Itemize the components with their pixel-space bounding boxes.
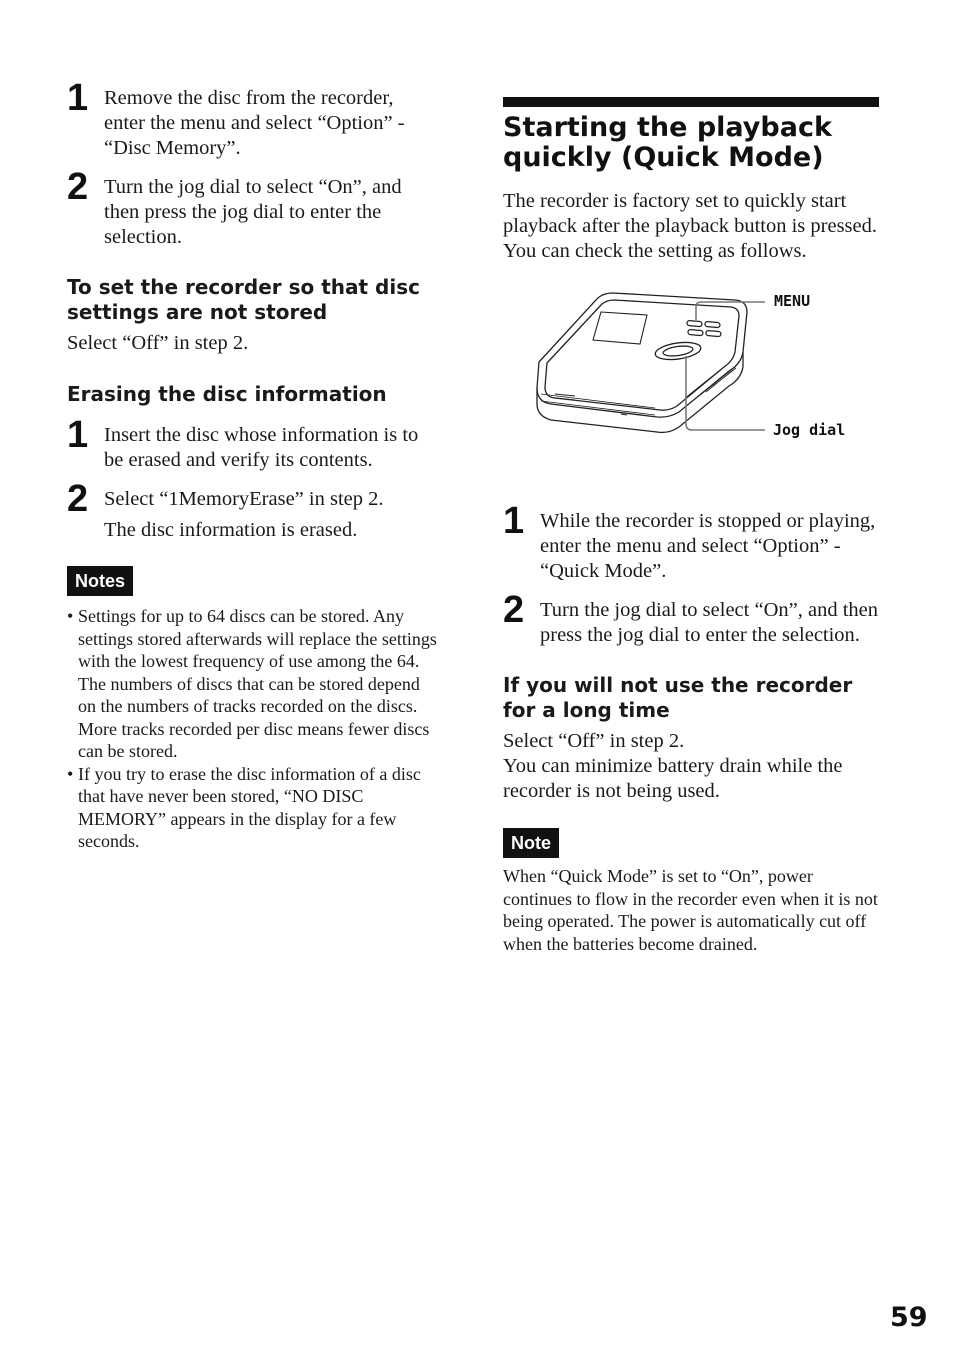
note-text: If you try to erase the disc information of a disc that have never been stored, “NO DISC MEMORY” appears in the display for a few seconds. bbox=[78, 763, 421, 851]
intro-text-2: You can check the setting as follows. bbox=[503, 240, 807, 262]
step-number: 2 bbox=[503, 589, 525, 631]
title-line-1: Starting the playback bbox=[503, 112, 832, 143]
note-text: Settings for up to 64 discs can be stored. Any settings stored afterwards will replace the settings with the lowest frequency of use among the 64. The numbers of discs that can be stored depend on the numbers of tracks recorded on the discs. More tracks recorded per disc means fewer discs can be stored. bbox=[78, 606, 437, 761]
step-2-erase bbox=[67, 478, 439, 543]
step-text: Turn the jog dial to select “On”, and then press the jog dial to enter the selection. bbox=[540, 599, 878, 646]
intro-text-1: The recorder is factory set to quickly start playback after the playback button is pressed. bbox=[503, 190, 877, 237]
step-1-quick-mode bbox=[503, 500, 879, 584]
step-text: Remove the disc from the recorder, enter the menu and select “Option” - “Disc Memory”. bbox=[104, 87, 405, 159]
step-number: 2 bbox=[67, 478, 89, 520]
recorder-figure bbox=[503, 264, 879, 504]
notes-section bbox=[67, 566, 439, 853]
step-text: Select “1MemoryErase” in step 2. bbox=[104, 488, 384, 510]
right-column bbox=[503, 97, 879, 955]
page-number: 59 bbox=[890, 1302, 928, 1333]
not-stored-heading: To set the recorder so that disc settings are not stored bbox=[67, 275, 420, 324]
erasing-heading: Erasing the disc information bbox=[67, 382, 387, 406]
step-number: 2 bbox=[67, 166, 89, 208]
md-recorder-illustration bbox=[503, 264, 879, 504]
step-2-disc-memory bbox=[67, 166, 439, 250]
step-text: Insert the disc whose information is to be erased and verify its contents. bbox=[104, 424, 419, 471]
left-column bbox=[67, 77, 439, 853]
note-item bbox=[67, 763, 439, 853]
long-time-text-2: You can minimize battery drain while the recorder is not being used. bbox=[503, 755, 843, 802]
long-time-heading: If you will not use the recorder for a long time bbox=[503, 673, 853, 722]
title-line-2: quickly (Quick Mode) bbox=[503, 142, 824, 173]
long-time-text-1: Select “Off” in step 2. bbox=[503, 730, 685, 752]
bullet: • bbox=[67, 763, 74, 784]
step-number: 1 bbox=[67, 414, 89, 456]
step-result: The disc information is erased. bbox=[104, 519, 358, 541]
step-1-erase bbox=[67, 414, 439, 473]
not-stored-text: Select “Off” in step 2. bbox=[67, 332, 249, 354]
step-text: Turn the jog dial to select “On”, and then press the jog dial to enter the selection. bbox=[104, 176, 402, 248]
step-number: 1 bbox=[503, 500, 525, 542]
step-2-quick-mode bbox=[503, 589, 879, 648]
section-rule bbox=[503, 97, 879, 107]
note-section bbox=[503, 828, 879, 955]
bullet: • bbox=[67, 606, 74, 626]
step-text: While the recorder is stopped or playing, enter the menu and select “Option” - “Quick Mode”. bbox=[540, 510, 876, 582]
step-number: 1 bbox=[67, 77, 89, 119]
step-1-disc-memory bbox=[67, 77, 439, 161]
notes-list bbox=[67, 605, 439, 853]
section-title bbox=[503, 113, 879, 173]
jog-dial-label: Jog dial bbox=[773, 421, 846, 439]
menu-label: MENU bbox=[774, 292, 811, 310]
note-text: When “Quick Mode” is set to “On”, power continues to flow in the recorder even when it is not being operated. The power is automatically cut off when the batteries become drained. bbox=[503, 866, 878, 954]
note-item bbox=[67, 605, 439, 763]
notes-badge: Notes bbox=[67, 566, 133, 596]
note-badge: Note bbox=[503, 828, 559, 858]
